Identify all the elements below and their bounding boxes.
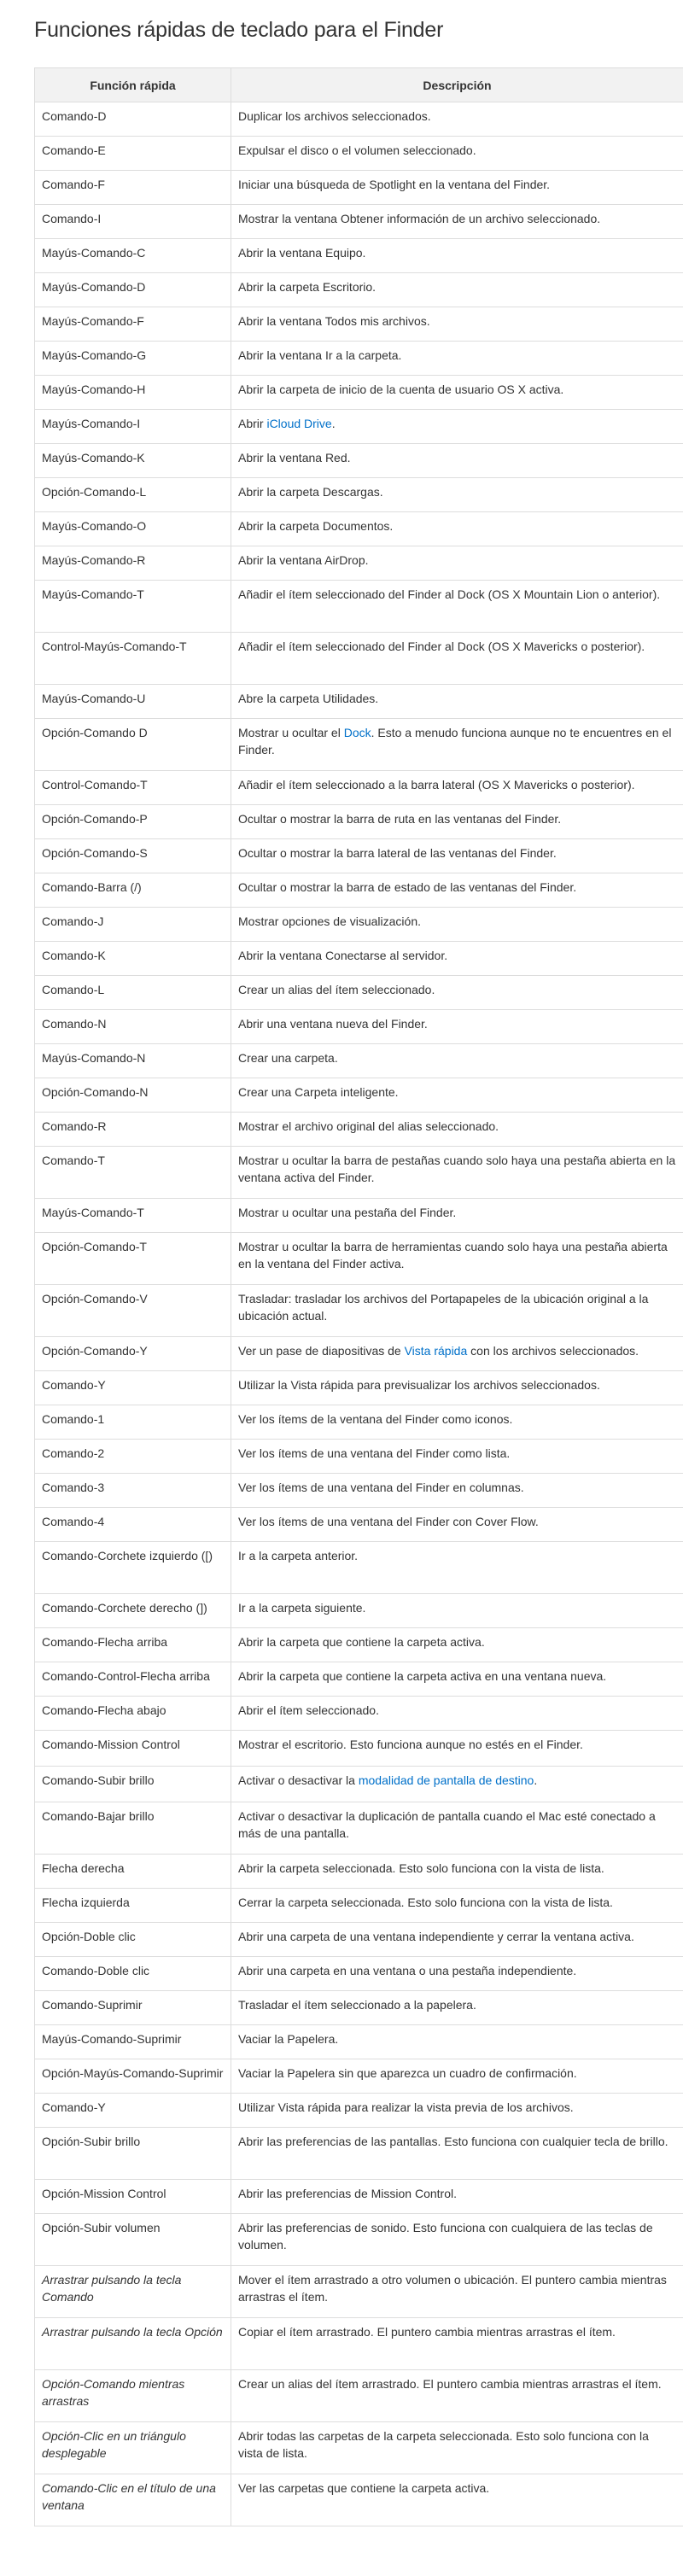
description-cell: Añadir el ítem seleccionado a la barra lateral (OS X Mavericks o posterior). bbox=[231, 771, 683, 805]
description-text: con los archivos seleccionados. bbox=[467, 1344, 639, 1358]
description-cell bbox=[231, 410, 683, 444]
description-cell: Abrir la carpeta que contiene la carpeta activa en una ventana nueva. bbox=[231, 1662, 683, 1697]
description-cell: Ir a la carpeta siguiente. bbox=[231, 1594, 683, 1628]
description-text: . bbox=[534, 1773, 538, 1787]
table-row bbox=[35, 633, 683, 685]
shortcut-cell: Comando-N bbox=[35, 1010, 231, 1044]
description-cell: Crear un alias del ítem seleccionado. bbox=[231, 976, 683, 1010]
description-text: Activar o desactivar la bbox=[238, 1773, 359, 1787]
shortcut-cell: Opción-Clic en un triángulo desplegable bbox=[35, 2422, 231, 2474]
table-row bbox=[35, 1199, 683, 1233]
description-cell: Añadir el ítem seleccionado del Finder al Dock (OS X Mountain Lion o anterior). bbox=[231, 581, 683, 633]
table-row bbox=[35, 1440, 683, 1474]
table-row bbox=[35, 512, 683, 546]
shortcut-cell: Comando-F bbox=[35, 171, 231, 205]
description-cell: Abrir una carpeta de una ventana independiente y cerrar la ventana activa. bbox=[231, 1923, 683, 1957]
table-row bbox=[35, 2370, 683, 2422]
shortcut-cell: Opción-Comando D bbox=[35, 719, 231, 771]
description-cell: Abrir todas las carpetas de la carpeta seleccionada. Esto solo funciona con la vista de lista. bbox=[231, 2422, 683, 2474]
description-cell: Ocultar o mostrar la barra de estado de las ventanas del Finder. bbox=[231, 873, 683, 908]
table-row bbox=[35, 771, 683, 805]
description-cell: Trasladar: trasladar los archivos del Portapapeles de la ubicación original a la ubicación actual. bbox=[231, 1285, 683, 1337]
description-text: Mostrar u ocultar el bbox=[238, 726, 344, 739]
shortcut-cell: Comando-2 bbox=[35, 1440, 231, 1474]
description-cell: Abrir la carpeta de inicio de la cuenta de usuario OS X activa. bbox=[231, 376, 683, 410]
page-title: Funciones rápidas de teclado para el Finder bbox=[34, 18, 444, 42]
description-cell: Añadir el ítem seleccionado del Finder al Dock (OS X Mavericks o posterior). bbox=[231, 633, 683, 685]
table-row bbox=[35, 1731, 683, 1767]
description-cell: Mostrar el escritorio. Esto funciona aunque no estés en el Finder. bbox=[231, 1731, 683, 1767]
shortcut-cell: Comando-Flecha abajo bbox=[35, 1697, 231, 1731]
table-row bbox=[35, 2128, 683, 2180]
table-row bbox=[35, 239, 683, 273]
shortcut-cell: Comando-Control-Flecha arriba bbox=[35, 1662, 231, 1697]
table-row bbox=[35, 1767, 683, 1802]
shortcut-cell: Opción-Comando-P bbox=[35, 805, 231, 839]
description-cell: Crear un alias del ítem arrastrado. El puntero cambia mientras arrastras el ítem. bbox=[231, 2370, 683, 2422]
description-cell: Ver los ítems de la ventana del Finder como iconos. bbox=[231, 1405, 683, 1440]
description-cell: Abrir el ítem seleccionado. bbox=[231, 1697, 683, 1731]
shortcut-cell: Opción-Mayús-Comando-Suprimir bbox=[35, 2059, 231, 2094]
description-cell: Ocultar o mostrar la barra de ruta en las ventanas del Finder. bbox=[231, 805, 683, 839]
shortcut-cell: Comando-Corchete derecho (]) bbox=[35, 1594, 231, 1628]
shortcut-cell: Opción-Comando-V bbox=[35, 1285, 231, 1337]
shortcut-cell: Mayús-Comando-O bbox=[35, 512, 231, 546]
shortcut-cell: Mayús-Comando-T bbox=[35, 581, 231, 633]
table-row bbox=[35, 205, 683, 239]
description-cell bbox=[231, 1767, 683, 1802]
description-cell: Crear una Carpeta inteligente. bbox=[231, 1078, 683, 1113]
table-row bbox=[35, 546, 683, 581]
description-cell: Mostrar u ocultar una pestaña del Finder. bbox=[231, 1199, 683, 1233]
table-row bbox=[35, 478, 683, 512]
description-text: Abrir bbox=[238, 417, 267, 430]
shortcut-cell: Mayús-Comando-H bbox=[35, 376, 231, 410]
table-row bbox=[35, 2318, 683, 2370]
shortcut-cell: Opción-Subir volumen bbox=[35, 2214, 231, 2266]
table-row bbox=[35, 1802, 683, 1855]
table-row bbox=[35, 1991, 683, 2025]
shortcut-cell: Mayús-Comando-F bbox=[35, 307, 231, 342]
table-row bbox=[35, 873, 683, 908]
table-row bbox=[35, 2422, 683, 2474]
table-row bbox=[35, 102, 683, 137]
table-row bbox=[35, 1855, 683, 1889]
table-row bbox=[35, 307, 683, 342]
shortcut-cell: Comando-J bbox=[35, 908, 231, 942]
table-row bbox=[35, 444, 683, 478]
description-cell: Ver los ítems de una ventana del Finder en columnas. bbox=[231, 1474, 683, 1508]
description-cell: Abre la carpeta Utilidades. bbox=[231, 685, 683, 719]
shortcut-cell: Mayús-Comando-R bbox=[35, 546, 231, 581]
description-cell: Iniciar una búsqueda de Spotlight en la ventana del Finder. bbox=[231, 171, 683, 205]
shortcut-cell: Mayús-Comando-Suprimir bbox=[35, 2025, 231, 2059]
description-cell: Abrir la carpeta Escritorio. bbox=[231, 273, 683, 307]
table-row bbox=[35, 2266, 683, 2318]
table-row bbox=[35, 685, 683, 719]
table-row bbox=[35, 2025, 683, 2059]
table-row bbox=[35, 273, 683, 307]
table-row bbox=[35, 1044, 683, 1078]
shortcut-cell: Arrastrar pulsando la tecla Comando bbox=[35, 2266, 231, 2318]
table-row bbox=[35, 342, 683, 376]
description-cell: Duplicar los archivos seleccionados. bbox=[231, 102, 683, 137]
description-cell: Mover el ítem arrastrado a otro volumen o ubicación. El puntero cambia mientras arrastras el ítem. bbox=[231, 2266, 683, 2318]
shortcut-cell: Comando-E bbox=[35, 137, 231, 171]
shortcut-cell: Comando-Barra (/) bbox=[35, 873, 231, 908]
description-link[interactable]: iCloud Drive bbox=[266, 417, 332, 430]
description-cell: Abrir la ventana Equipo. bbox=[231, 239, 683, 273]
shortcut-cell: Comando-3 bbox=[35, 1474, 231, 1508]
table-row bbox=[35, 2214, 683, 2266]
description-cell: Mostrar el archivo original del alias seleccionado. bbox=[231, 1113, 683, 1147]
shortcut-cell: Flecha izquierda bbox=[35, 1889, 231, 1923]
table-row bbox=[35, 942, 683, 976]
description-cell: Mostrar u ocultar la barra de herramientas cuando solo haya una pestaña abierta en la ventana del Finder activa. bbox=[231, 1233, 683, 1285]
table-row bbox=[35, 1113, 683, 1147]
shortcut-cell: Opción-Comando-L bbox=[35, 478, 231, 512]
description-cell: Mostrar u ocultar la barra de pestañas cuando solo haya una pestaña abierta en la ventana activa del Finder. bbox=[231, 1147, 683, 1199]
table-row bbox=[35, 1662, 683, 1697]
description-cell: Abrir la carpeta Documentos. bbox=[231, 512, 683, 546]
shortcut-cell: Mayús-Comando-D bbox=[35, 273, 231, 307]
table-row bbox=[35, 1371, 683, 1405]
description-cell: Abrir la ventana Conectarse al servidor. bbox=[231, 942, 683, 976]
shortcut-cell: Mayús-Comando-T bbox=[35, 1199, 231, 1233]
description-cell: Abrir una ventana nueva del Finder. bbox=[231, 1010, 683, 1044]
shortcut-cell: Arrastrar pulsando la tecla Opción bbox=[35, 2318, 231, 2370]
shortcut-cell: Comando-Clic en el título de una ventana bbox=[35, 2474, 231, 2526]
shortcut-cell: Comando-D bbox=[35, 102, 231, 137]
shortcut-cell: Mayús-Comando-I bbox=[35, 410, 231, 444]
description-cell: Abrir la carpeta seleccionada. Esto solo funciona con la vista de lista. bbox=[231, 1855, 683, 1889]
description-cell: Abrir las preferencias de las pantallas. Esto funciona con cualquier tecla de brillo. bbox=[231, 2128, 683, 2180]
table-row bbox=[35, 2180, 683, 2214]
table-row bbox=[35, 1233, 683, 1285]
description-text: . Esto a menudo funciona aunque no te encuentres en el Finder. bbox=[238, 726, 672, 756]
shortcut-cell: Opción-Comando mientras arrastras bbox=[35, 2370, 231, 2422]
description-cell: Mostrar la ventana Obtener información de un archivo seleccionado. bbox=[231, 205, 683, 239]
shortcut-cell: Comando-Flecha arriba bbox=[35, 1628, 231, 1662]
description-cell: Ver las carpetas que contiene la carpeta activa. bbox=[231, 2474, 683, 2526]
description-link[interactable]: Vista rápida bbox=[404, 1344, 468, 1358]
shortcut-cell: Comando-4 bbox=[35, 1508, 231, 1542]
table-row bbox=[35, 1337, 683, 1371]
shortcut-cell: Opción-Comando-Y bbox=[35, 1337, 231, 1371]
table-body bbox=[35, 102, 683, 2526]
table-row bbox=[35, 1285, 683, 1337]
description-cell: Abrir una carpeta en una ventana o una pestaña independiente. bbox=[231, 1957, 683, 1991]
description-cell bbox=[231, 719, 683, 771]
table-row bbox=[35, 1594, 683, 1628]
table-row bbox=[35, 908, 683, 942]
shortcut-cell: Control-Comando-T bbox=[35, 771, 231, 805]
shortcut-cell: Comando-Doble clic bbox=[35, 1957, 231, 1991]
table-row bbox=[35, 1474, 683, 1508]
header-shortcut: Función rápida bbox=[35, 68, 231, 102]
table-row bbox=[35, 1889, 683, 1923]
shortcut-cell: Comando-I bbox=[35, 205, 231, 239]
table-row bbox=[35, 1697, 683, 1731]
table-row bbox=[35, 976, 683, 1010]
shortcut-cell: Comando-Mission Control bbox=[35, 1731, 231, 1767]
shortcut-cell: Opción-Comando-S bbox=[35, 839, 231, 873]
shortcut-cell: Comando-1 bbox=[35, 1405, 231, 1440]
table-row bbox=[35, 839, 683, 873]
header-description: Descripción bbox=[231, 68, 683, 102]
shortcut-cell: Opción-Subir brillo bbox=[35, 2128, 231, 2180]
shortcut-cell: Flecha derecha bbox=[35, 1855, 231, 1889]
description-cell: Abrir la carpeta Descargas. bbox=[231, 478, 683, 512]
shortcut-cell: Mayús-Comando-U bbox=[35, 685, 231, 719]
table-row bbox=[35, 2094, 683, 2128]
description-cell: Ver los ítems de una ventana del Finder con Cover Flow. bbox=[231, 1508, 683, 1542]
table-row bbox=[35, 1508, 683, 1542]
description-link[interactable]: Dock bbox=[343, 726, 371, 739]
table-row bbox=[35, 1078, 683, 1113]
table-row bbox=[35, 719, 683, 771]
shortcut-cell: Mayús-Comando-G bbox=[35, 342, 231, 376]
shortcut-cell: Mayús-Comando-N bbox=[35, 1044, 231, 1078]
table-row bbox=[35, 410, 683, 444]
shortcut-cell: Mayús-Comando-K bbox=[35, 444, 231, 478]
shortcut-cell: Opción-Comando-T bbox=[35, 1233, 231, 1285]
description-cell: Crear una carpeta. bbox=[231, 1044, 683, 1078]
shortcut-cell: Comando-R bbox=[35, 1113, 231, 1147]
shortcut-cell: Comando-L bbox=[35, 976, 231, 1010]
shortcut-cell: Mayús-Comando-C bbox=[35, 239, 231, 273]
description-cell: Utilizar Vista rápida para realizar la vista previa de los archivos. bbox=[231, 2094, 683, 2128]
shortcuts-table bbox=[34, 67, 683, 2526]
shortcut-cell: Comando-Corchete izquierdo ([) bbox=[35, 1542, 231, 1594]
table-header-row bbox=[35, 68, 683, 102]
description-cell: Vaciar la Papelera. bbox=[231, 2025, 683, 2059]
description-cell: Abrir la ventana AirDrop. bbox=[231, 546, 683, 581]
description-cell: Abrir las preferencias de sonido. Esto funciona con cualquiera de las teclas de volumen. bbox=[231, 2214, 683, 2266]
table-row bbox=[35, 1542, 683, 1594]
shortcut-cell: Comando-Subir brillo bbox=[35, 1767, 231, 1802]
shortcut-cell: Comando-K bbox=[35, 942, 231, 976]
shortcut-cell: Comando-T bbox=[35, 1147, 231, 1199]
description-cell: Abrir las preferencias de Mission Control. bbox=[231, 2180, 683, 2214]
description-text: Ver un pase de diapositivas de bbox=[238, 1344, 405, 1358]
shortcut-cell: Control-Mayús-Comando-T bbox=[35, 633, 231, 685]
description-text: . bbox=[331, 417, 336, 430]
description-cell: Trasladar el ítem seleccionado a la papelera. bbox=[231, 1991, 683, 2025]
description-cell: Abrir la ventana Todos mis archivos. bbox=[231, 307, 683, 342]
table-row bbox=[35, 2474, 683, 2526]
table-row bbox=[35, 1923, 683, 1957]
shortcut-cell: Comando-Suprimir bbox=[35, 1991, 231, 2025]
shortcut-cell: Comando-Bajar brillo bbox=[35, 1802, 231, 1855]
table-row bbox=[35, 1147, 683, 1199]
description-cell: Abrir la ventana Ir a la carpeta. bbox=[231, 342, 683, 376]
table-row bbox=[35, 805, 683, 839]
description-cell: Copiar el ítem arrastrado. El puntero cambia mientras arrastras el ítem. bbox=[231, 2318, 683, 2370]
shortcut-cell: Comando-Y bbox=[35, 1371, 231, 1405]
shortcut-cell: Opción-Doble clic bbox=[35, 1923, 231, 1957]
description-cell: Expulsar el disco o el volumen seleccionado. bbox=[231, 137, 683, 171]
description-cell: Ir a la carpeta anterior. bbox=[231, 1542, 683, 1594]
description-cell: Cerrar la carpeta seleccionada. Esto solo funciona con la vista de lista. bbox=[231, 1889, 683, 1923]
table-row bbox=[35, 581, 683, 633]
description-cell: Vaciar la Papelera sin que aparezca un cuadro de confirmación. bbox=[231, 2059, 683, 2094]
description-cell: Abrir la ventana Red. bbox=[231, 444, 683, 478]
description-cell: Utilizar la Vista rápida para previsualizar los archivos seleccionados. bbox=[231, 1371, 683, 1405]
table-row bbox=[35, 1405, 683, 1440]
table-row bbox=[35, 1957, 683, 1991]
table-row bbox=[35, 1010, 683, 1044]
description-cell: Ocultar o mostrar la barra lateral de las ventanas del Finder. bbox=[231, 839, 683, 873]
table-row bbox=[35, 171, 683, 205]
description-cell: Ver los ítems de una ventana del Finder como lista. bbox=[231, 1440, 683, 1474]
shortcut-cell: Opción-Comando-N bbox=[35, 1078, 231, 1113]
shortcut-cell: Opción-Mission Control bbox=[35, 2180, 231, 2214]
table-row bbox=[35, 1628, 683, 1662]
table-row bbox=[35, 2059, 683, 2094]
shortcut-cell: Comando-Y bbox=[35, 2094, 231, 2128]
description-cell: Abrir la carpeta que contiene la carpeta activa. bbox=[231, 1628, 683, 1662]
table-row bbox=[35, 376, 683, 410]
description-link[interactable]: modalidad de pantalla de destino bbox=[358, 1773, 534, 1787]
table-row bbox=[35, 137, 683, 171]
description-cell: Mostrar opciones de visualización. bbox=[231, 908, 683, 942]
description-cell: Activar o desactivar la duplicación de pantalla cuando el Mac esté conectado a más de una pantalla. bbox=[231, 1802, 683, 1855]
description-cell bbox=[231, 1337, 683, 1371]
